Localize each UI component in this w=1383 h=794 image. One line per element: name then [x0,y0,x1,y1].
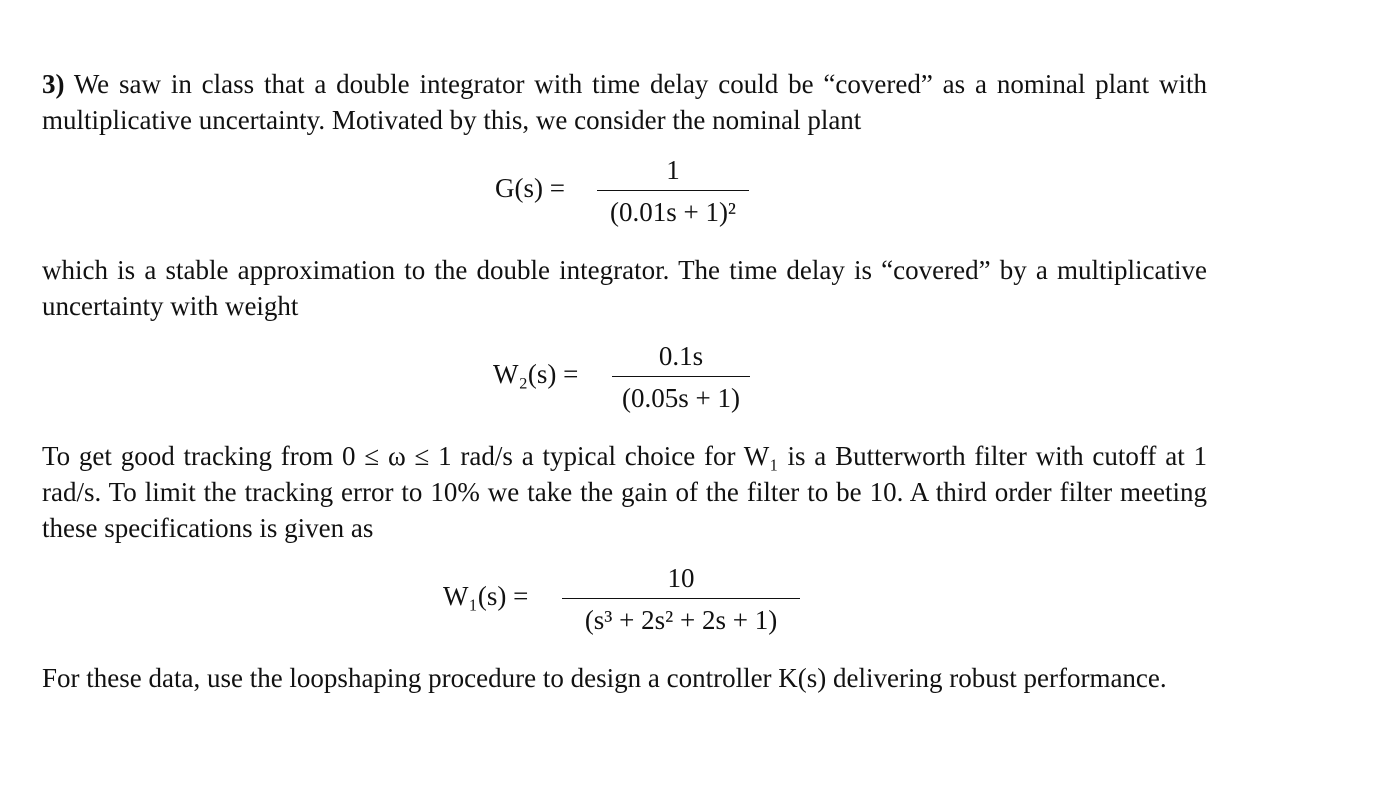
problem-number: 3) [42,69,65,99]
final-paragraph: For these data, use the loopshaping procedure to design a controller K(s) delivering robust performance. [42,663,1167,693]
equation-g [42,152,1207,232]
equation-w1-lhs: W₁(s) = [443,581,529,611]
equation-w2-lhs: W₂(s) = [493,359,579,389]
equation-w1-denominator: (s³ + 2s² + 2s + 1) [584,605,778,635]
problem-page [42,66,1207,696]
equation-g-lhs: G(s) = [495,173,565,203]
equation-g-numerator: 1 [666,155,680,185]
equation-g-fraction [597,152,749,230]
equation-w1-fraction [562,560,800,638]
fraction-bar [612,376,750,377]
equation-w2 [42,338,1207,418]
third-paragraph: To get good tracking from 0 ≤ ω ≤ 1 rad/s a typical choice for W₁ is a Butterworth filter with cutoff at 1 rad/s. To limit the tracking error to 10% we take the gain of the filter to be 10. A third order filter meeting these specifications is given as [42,441,1207,543]
fraction-bar [597,190,749,191]
equation-w2-numerator: 0.1s [658,341,704,371]
fraction-bar [562,598,800,599]
equation-w2-denominator: (0.05s + 1) [622,383,740,413]
equation-w1-numerator: 10 [667,563,695,593]
equation-w2-fraction [612,338,750,416]
intro-text: We saw in class that a double integrator with time delay could be “covered” as a nominal plant with multiplicative uncertainty. Motivated by this, we consider the nominal plant [42,69,1207,135]
equation-g-denominator: (0.01s + 1)² [609,197,737,227]
second-paragraph: which is a stable approximation to the double integrator. The time delay is “covered” by a multiplicative uncertainty with weight [42,255,1207,321]
intro-paragraph [42,66,1207,138]
equation-w1 [42,560,1207,640]
